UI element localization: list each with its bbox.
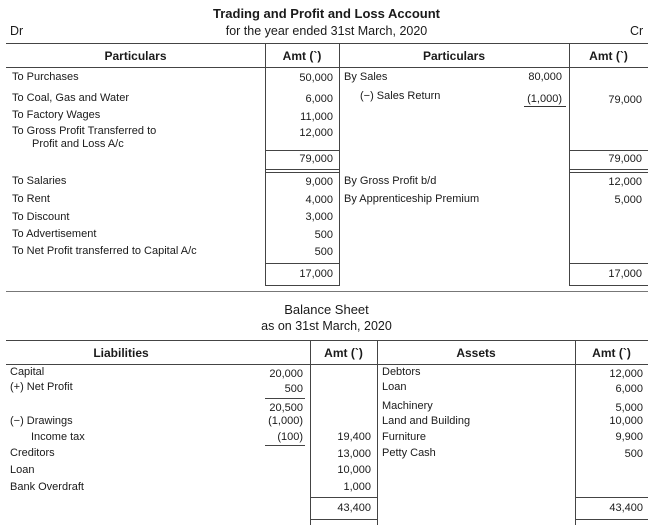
liab-net-profit: (+) Net Profit: [10, 381, 73, 393]
header-bottom-rule: [6, 67, 648, 68]
pl-total-right: 17,000: [608, 268, 642, 280]
liab-capital-net-amt: 19,400: [337, 431, 371, 443]
asset-amount: 12,000: [609, 368, 643, 380]
pl-total-rule-left-bottom: [265, 285, 339, 286]
sales-label: By Sales: [344, 71, 388, 83]
pl-debit-amount: 3,000: [305, 211, 333, 223]
trading-total-left: 79,000: [299, 153, 333, 165]
header-particulars-left: Particulars: [104, 49, 167, 63]
debit-label: To Factory Wages: [12, 109, 101, 121]
liab-overdraft: Bank Overdraft: [10, 481, 84, 493]
liab-income-tax-amt: (100): [277, 431, 303, 443]
pl-debit-label: To Net Profit transferred to Capital A/c: [12, 245, 197, 257]
liab-total-rule-top: [310, 497, 377, 498]
header-asset-amt: Amt (`): [592, 346, 631, 360]
asset-label: Machinery: [382, 400, 433, 412]
header-liabilities: Liabilities: [93, 346, 149, 360]
liab-creditors-amt: 13,000: [337, 448, 371, 460]
trading-total-rule-left-double: [265, 172, 339, 173]
dr-label: Dr: [10, 24, 24, 38]
cr-label: Cr: [630, 24, 644, 38]
debit-amount: 12,000: [299, 127, 333, 139]
asset-label: Petty Cash: [382, 447, 436, 459]
trading-title: Trading and Profit and Loss Account: [212, 6, 441, 21]
pl-debit-amount: 9,000: [305, 176, 333, 188]
pl-debit-label: To Advertisement: [12, 228, 97, 240]
asset-amount: 9,900: [615, 431, 643, 443]
trading-total-rule-right-double: [569, 172, 648, 173]
header-amt-left: Amt (`): [282, 49, 322, 63]
asset-label: Furniture: [382, 431, 427, 443]
pl-total-rule-left-top: [265, 263, 339, 264]
liab-drawings-amt: (1,000): [268, 415, 303, 427]
sales-amount: 80,000: [528, 71, 562, 83]
asset-amount: 10,000: [609, 415, 643, 427]
asset-amount: 5,000: [615, 402, 643, 414]
trading-total-rule-left-top: [265, 150, 339, 151]
header-top-rule: [6, 43, 648, 44]
pl-credit-label: By Apprenticeship Premium: [344, 193, 480, 205]
asset-label: Debtors: [382, 366, 421, 378]
header-particulars-right: Particulars: [422, 49, 486, 63]
liab-income-tax: Income tax: [31, 431, 85, 443]
balance-title: Balance Sheet: [284, 302, 369, 317]
pl-debit-amount: 500: [314, 229, 333, 241]
liab-subtotal-amt: 20,500: [269, 402, 303, 414]
header-assets: Assets: [456, 346, 496, 360]
sales-return-amount: (1,000): [527, 93, 562, 105]
liab-total-rule-bottom: [310, 519, 377, 520]
section-divider: [6, 291, 648, 292]
asset-label: Land and Building: [382, 415, 471, 427]
trading-subtitle: for the year ended 31st March, 2020: [225, 24, 428, 38]
sales-return-label: (−) Sales Return: [360, 90, 441, 102]
debit-amount: 6,000: [305, 93, 333, 105]
trading-total-rule-right-bottom: [569, 169, 648, 170]
bs-col-divider-2: [377, 340, 378, 525]
debit-label: To Purchases: [12, 71, 79, 83]
net-sales-amount: 79,000: [608, 94, 642, 106]
debit-label: To Coal, Gas and Water: [12, 92, 129, 104]
liab-capital-amt: 20,000: [269, 368, 303, 380]
liab-creditors: Creditors: [10, 447, 55, 459]
asset-total-rule-top: [575, 497, 648, 498]
pl-debit-amount: 4,000: [305, 194, 333, 206]
pl-debit-amount: 500: [314, 246, 333, 258]
liab-net-profit-amt: 500: [284, 383, 303, 395]
liab-loan-amt: 10,000: [337, 464, 371, 476]
pl-credit-amount: 12,000: [608, 176, 642, 188]
debit-label-cont: Profit and Loss A/c: [32, 138, 124, 150]
pl-total-rule-right-bottom: [569, 285, 648, 286]
bs-header-bottom-rule: [6, 364, 648, 365]
pl-total-rule-right-top: [569, 263, 648, 264]
balance-subtitle: as on 31st March, 2020: [261, 319, 392, 333]
debit-label: To Gross Profit Transferred to: [12, 125, 157, 137]
pl-credit-amount: 5,000: [614, 194, 642, 206]
pl-credit-label: By Gross Profit b/d: [344, 175, 437, 187]
pl-debit-label: To Salaries: [12, 175, 67, 187]
pl-debit-label: To Discount: [12, 211, 70, 223]
debit-amount: 50,000: [299, 72, 333, 84]
asset-total-amt: 43,400: [609, 502, 643, 514]
bs-header-top-rule: [6, 340, 648, 341]
liab-overdraft-amt: 1,000: [343, 481, 371, 493]
liab-loan: Loan: [10, 464, 35, 476]
asset-label: Loan: [382, 381, 407, 393]
pl-total-left: 17,000: [299, 268, 333, 280]
trading-total-rule-left-bottom: [265, 169, 339, 170]
trading-total-rule-right-top: [569, 150, 648, 151]
liab-total-amt: 43,400: [337, 502, 371, 514]
liab-drawings: (−) Drawings: [10, 415, 73, 427]
asset-amount: 500: [624, 448, 643, 460]
liab-subtotal-rule: [265, 398, 305, 399]
trading-total-right: 79,000: [608, 153, 642, 165]
asset-total-rule-bottom: [575, 519, 648, 520]
sales-return-underline: [524, 106, 566, 107]
header-amt-right: Amt (`): [589, 49, 628, 63]
liab-capital: Capital: [10, 366, 45, 378]
debit-amount: 11,000: [300, 111, 333, 123]
header-liab-amt: Amt (`): [324, 346, 363, 360]
liab-income-tax-rule: [265, 445, 305, 446]
pl-debit-label: To Rent: [12, 193, 50, 205]
col-divider-2: [339, 43, 340, 286]
asset-amount: 6,000: [615, 383, 643, 395]
